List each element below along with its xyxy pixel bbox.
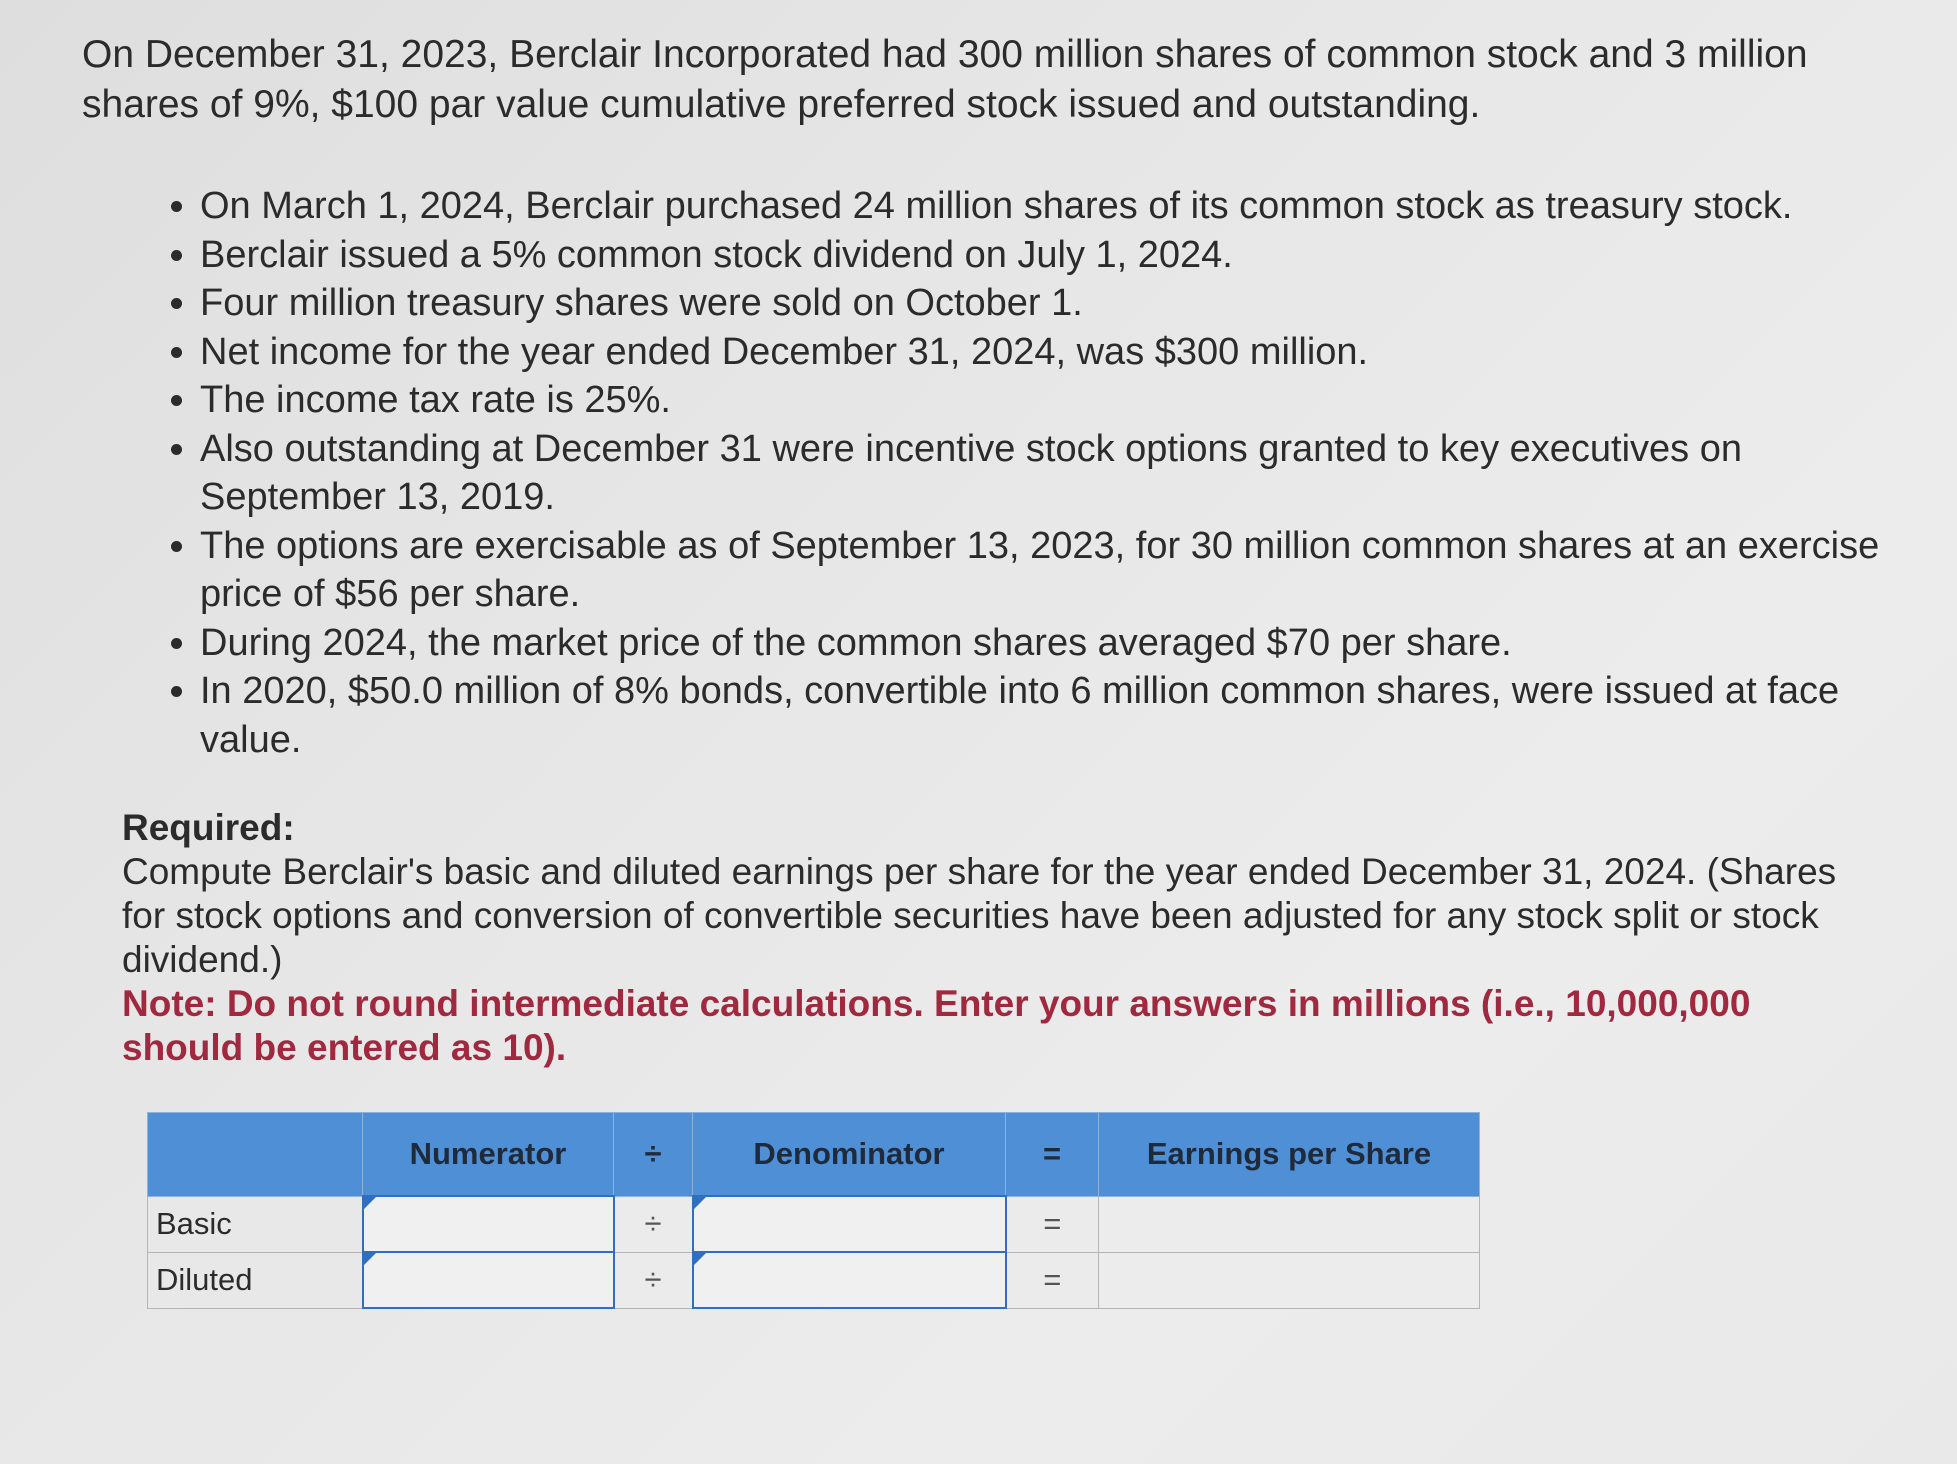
table-header-row <box>148 1113 1480 1197</box>
diluted-eps-result <box>1099 1252 1480 1308</box>
basic-denominator-cell <box>693 1196 1006 1252</box>
input-marker-icon <box>694 1197 706 1209</box>
required-instructions: Compute Berclair's basic and diluted earnings per share for the year ended December 31, 2024. (Shares for stock options and conversion of convertible securities have been adjusted for any stock split or stock dividend.) <box>122 851 1837 980</box>
fact-item: • Net income for the year ended December 31, 2024, was $300 million. <box>200 328 1920 377</box>
basic-denominator-input[interactable] <box>694 1199 1005 1249</box>
diluted-numerator-cell <box>363 1252 614 1308</box>
fact-item: • Berclair issued a 5% common stock dividend on July 1, 2024. <box>200 231 1920 280</box>
divide-sign: ÷ <box>614 1252 693 1308</box>
header-divide-sign: ÷ <box>614 1113 693 1197</box>
table-row-diluted <box>148 1252 1480 1308</box>
required-heading: Required: <box>122 807 295 848</box>
input-marker-icon <box>364 1197 376 1209</box>
fact-item: • During 2024, the market price of the common shares averaged $70 per share. <box>200 619 1920 668</box>
row-label-diluted: Diluted <box>148 1252 363 1308</box>
diluted-numerator-input[interactable] <box>364 1255 613 1305</box>
table-row-basic <box>148 1196 1480 1252</box>
divide-sign: ÷ <box>614 1196 693 1252</box>
diluted-denominator-input[interactable] <box>694 1255 1005 1305</box>
header-eps: Earnings per Share <box>1099 1113 1480 1197</box>
fact-item: • In 2020, $50.0 million of 8% bonds, convertible into 6 million common shares, were issued at face value. <box>200 667 1920 764</box>
header-equals-sign: = <box>1006 1113 1099 1197</box>
equals-sign: = <box>1006 1196 1099 1252</box>
header-denominator: Denominator <box>693 1113 1006 1197</box>
basic-numerator-cell <box>363 1196 614 1252</box>
fact-item: • Four million treasury shares were sold on October 1. <box>200 279 1920 328</box>
diluted-denominator-cell <box>693 1252 1006 1308</box>
input-marker-icon <box>694 1253 706 1265</box>
header-label-cell <box>148 1113 363 1197</box>
fact-item: • The options are exercisable as of September 13, 2023, for 30 million common shares at an exercise price of $56 per share. <box>200 522 1920 619</box>
row-label-basic: Basic <box>148 1196 363 1252</box>
input-marker-icon <box>364 1253 376 1265</box>
basic-eps-result <box>1099 1196 1480 1252</box>
equals-sign: = <box>1006 1252 1099 1308</box>
fact-item: • Also outstanding at December 31 were incentive stock options granted to key executives on September 13, 2019. <box>200 425 1920 522</box>
rounding-note: Note: Do not round intermediate calculations. Enter your answers in millions (i.e., 10,000,000 should be entered as 10). <box>122 983 1751 1068</box>
header-numerator: Numerator <box>363 1113 614 1197</box>
fact-item: • The income tax rate is 25%. <box>200 376 1920 425</box>
facts-list <box>148 182 1920 764</box>
eps-table <box>147 1112 1480 1309</box>
required-section <box>122 806 1842 1070</box>
basic-numerator-input[interactable] <box>364 1199 613 1249</box>
intro-paragraph: On December 31, 2023, Berclair Incorporated had 300 million shares of common stock and 3 million shares of 9%, $100 par value cumulative preferred stock issued and outstanding. <box>82 33 1808 126</box>
fact-item: • On March 1, 2024, Berclair purchased 24 million shares of its common stock as treasury stock. <box>200 182 1920 231</box>
